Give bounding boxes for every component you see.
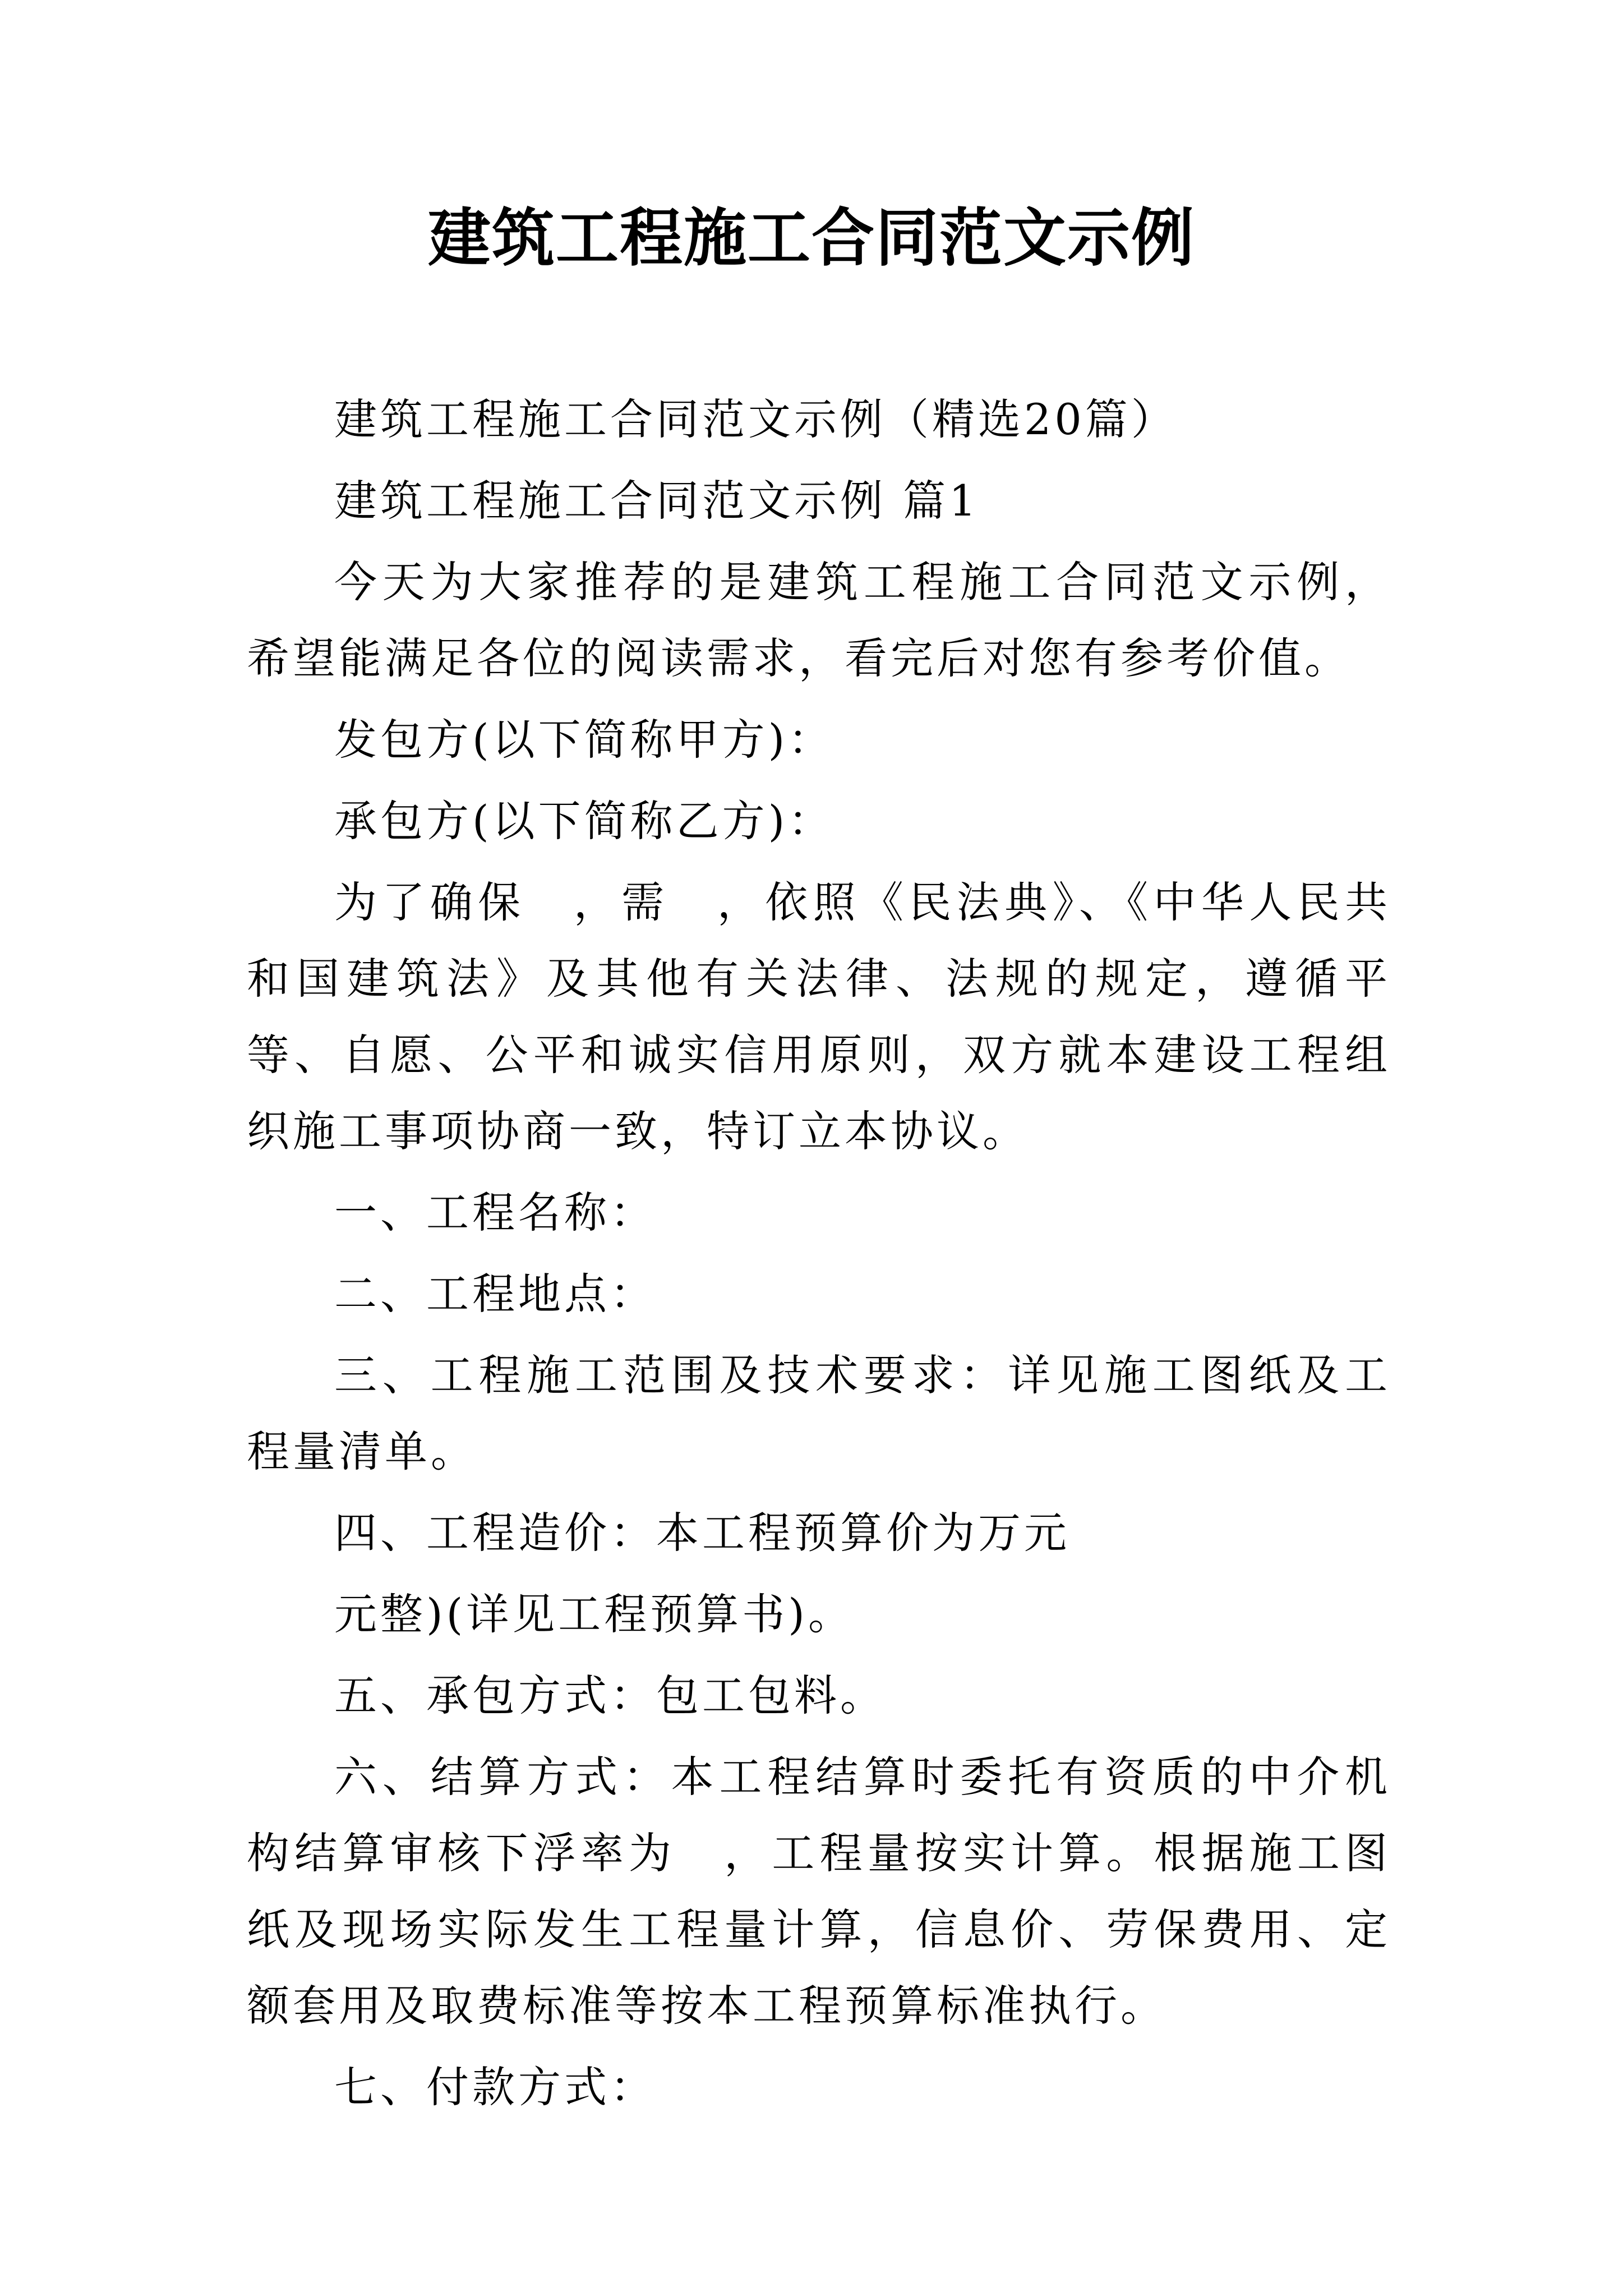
paragraph-party-b: 承包方(以下简称乙方)： bbox=[334, 796, 834, 846]
paragraph-collection-heading: 建筑工程施工合同范文示例（精选20篇） bbox=[334, 394, 1177, 444]
paragraph-preamble: 为了确保 ，需 ，依照《民法典》、《中华人民共和国建筑法》及其他有关法律、法规的规定，遵循平等、自愿、公平和诚实信用原则，双方就本建设工程组织施工事项协商一致，特订立本协议。 bbox=[247, 877, 1391, 1156]
clause-payment: 七、付款方式： bbox=[334, 2062, 656, 2112]
clause-scope: 三、工程施工范围及技术要求：详见施工图纸及工程量清单。 bbox=[247, 1350, 1391, 1476]
clause-project-location: 二、工程地点： bbox=[334, 1269, 656, 1319]
clause-cost-continued: 元整)(详见工程预算书)。 bbox=[334, 1589, 854, 1639]
clause-contract-method: 五、承包方式：包工包料。 bbox=[334, 1671, 886, 1720]
clause-settlement: 六、结算方式：本工程结算时委托有资质的中介机构结算审核下浮率为 ，工程量按实计算。根据施工图纸及现场实际发生工程量计算，信息价、劳保费用、定额套用及取费标准等按本工程预算标准执行。 bbox=[247, 1752, 1391, 2031]
paragraph-section-heading: 建筑工程施工合同范文示例 篇1 bbox=[334, 476, 980, 526]
paragraph-party-a: 发包方(以下简称甲方)： bbox=[334, 715, 834, 765]
clause-cost: 四、工程造价：本工程预算价为万元 bbox=[334, 1508, 1070, 1558]
document-title: 建筑工程施工合同范文示例 bbox=[428, 201, 1195, 275]
clause-project-name: 一、工程名称： bbox=[334, 1188, 656, 1237]
paragraph-intro: 今天为大家推荐的是建筑工程施工合同范文示例，希望能满足各位的阅读需求，看完后对您有参考价值。 bbox=[247, 557, 1391, 683]
document-body bbox=[247, 381, 1391, 2131]
